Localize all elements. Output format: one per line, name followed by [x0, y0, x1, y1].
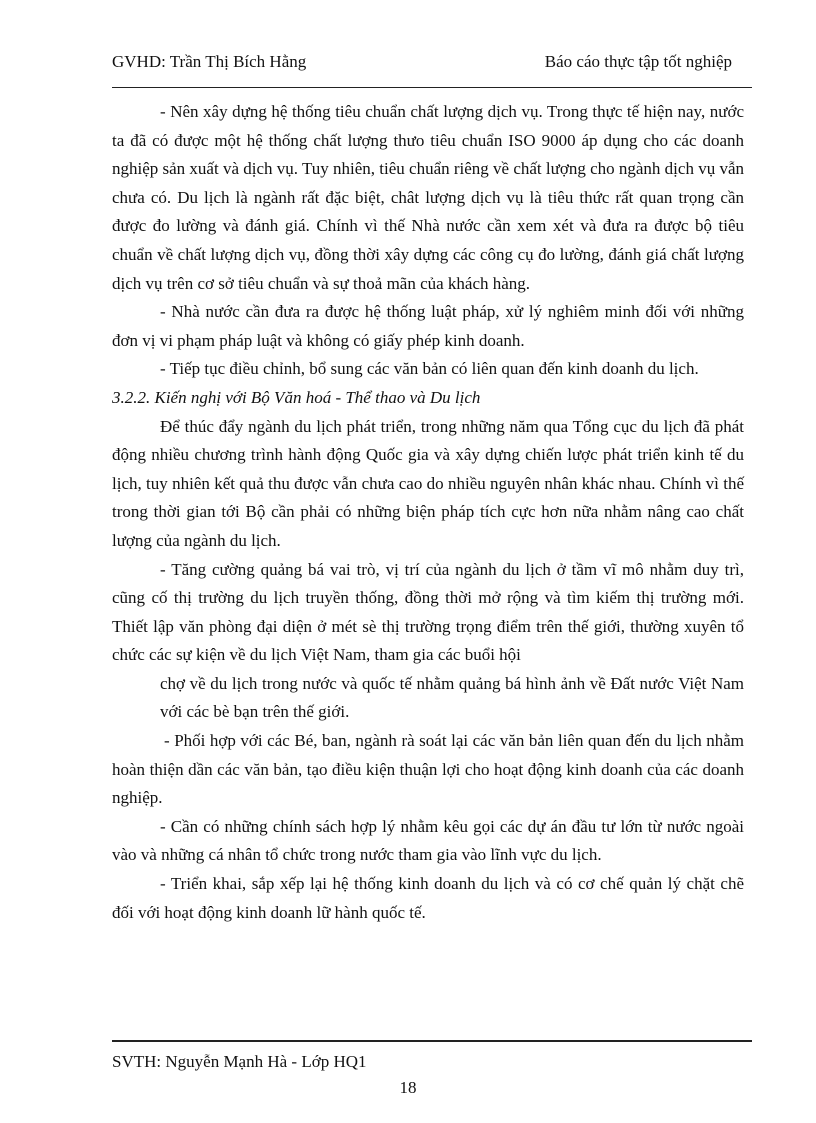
page-header [112, 52, 752, 78]
header-divider [112, 87, 752, 88]
paragraph-investment-policy: - Cần có những chính sách hợp lý nhằm kêu gọi các dự án đầu tư lớn từ nước ngoài vào và những cá nhân tổ chức trong nước tham gia vào lĩnh vực du lịch. [112, 816, 744, 865]
document-body [112, 98, 744, 927]
paragraph-coordination: - Phối hợp với các Bé, ban, ngành rà soát lại các văn bản liên quan đến du lịch nhằm hoàn thiện dần các văn bản, tạo điều kiện thuận lợi cho hoạt động kinh doanh của các doanh nghiệp. [112, 731, 744, 808]
section-heading: 3.2.2. Kiến nghị với Bộ Văn hoá - Thể thao và Du lịch [112, 387, 481, 407]
paragraph-promotion: - Tăng cường quảng bá vai trò, vị trí của ngành du lịch ở tầm vĩ mô nhằm duy trì, cũng cố thị trường du lịch truyền thống, đồng thời mở rộng và tìm kiếm thị trường mới. Thiết lập văn phòng đại diện ở mét sè thị trường trọng điểm trên thế giới, thường xuyên tổ chức các sự kiện về du lịch Việt Nam, tham gia các buổi hội [112, 559, 744, 665]
paragraph-legal-system: - Nhà nước cần đưa ra được hệ thống luật pháp, xử lý nghiêm minh đối với những đơn vị vi phạm pháp luật và không có giấy phép kinh doanh. [112, 302, 744, 350]
paragraph-tourism-development: Để thúc đẩy ngành du lịch phát triển, trong những năm qua Tổng cục du lịch đã phát động nhiều chương trình hành động Quốc gia và xây dựng chiến lược phát triển kinh tế du lịch, tuy nhiên kết quả thu được vẫn chưa cao do nhiều nguyên nhân khác nhau. Chính vì thế trong thời gian tới Bộ cần phải có những biện pháp tích cực hơn nữa nhằm nâng cao chất lượng của ngành du lịch. [112, 416, 744, 550]
header-report-title: Báo cáo thực tập tốt nghiệp [544, 52, 732, 71]
paragraph-quality-standards: - Nên xây dựng hệ thống tiêu chuẩn chất lượng dịch vụ. Trong thực tế hiện nay, nước ta đã có được một hệ thống chất lượng thưo tiêu chuẩn ISO 9000 áp dụng cho các doanh nghiệp sản xuất và dịch vụ. Tuy nhiên, tiêu chuẩn riêng về chất lượng cho ngành dịch vụ vẫn chưa có. Du lịch là ngành rất đặc biệt, chât lượng dịch vụ là tiêu thức rất quan trọng cần được đo lường và đánh giá. Chính vì thế Nhà nước cần xem xét và đưa ra được bộ tiêu chuẩn về chất lượng dịch vụ, đồng thời xây dựng các công cụ đo lường, đánh giá chất lượng dịch vụ trên cơ sở tiêu chuẩn và sự thoả mãn của khách hàng. [112, 102, 744, 293]
paragraph-restructure: - Triển khai, sắp xếp lại hệ thống kinh doanh du lịch và có cơ chế quản lý chặt chẽ đối với hoạt động kinh doanh lữ hành quốc tế. [112, 874, 744, 922]
paragraph-adjust-documents: - Tiếp tục điều chỉnh, bổ sung các văn bản có liên quan đến kinh doanh du lịch. [160, 359, 699, 379]
header-advisor: GVHD: Trần Thị Bích Hằng [112, 52, 307, 71]
paragraph-promotion-continued: chợ về du lịch trong nước và quốc tế nhằm quảng bá hình ảnh về Đất nước Việt Nam với các bè bạn trên thế giới. [160, 673, 744, 722]
page-number: 18 [399, 1078, 417, 1097]
footer-student: SVTH: Nguyễn Mạnh Hà - Lớp HQ1 [112, 1052, 367, 1071]
footer-divider [112, 1040, 752, 1042]
